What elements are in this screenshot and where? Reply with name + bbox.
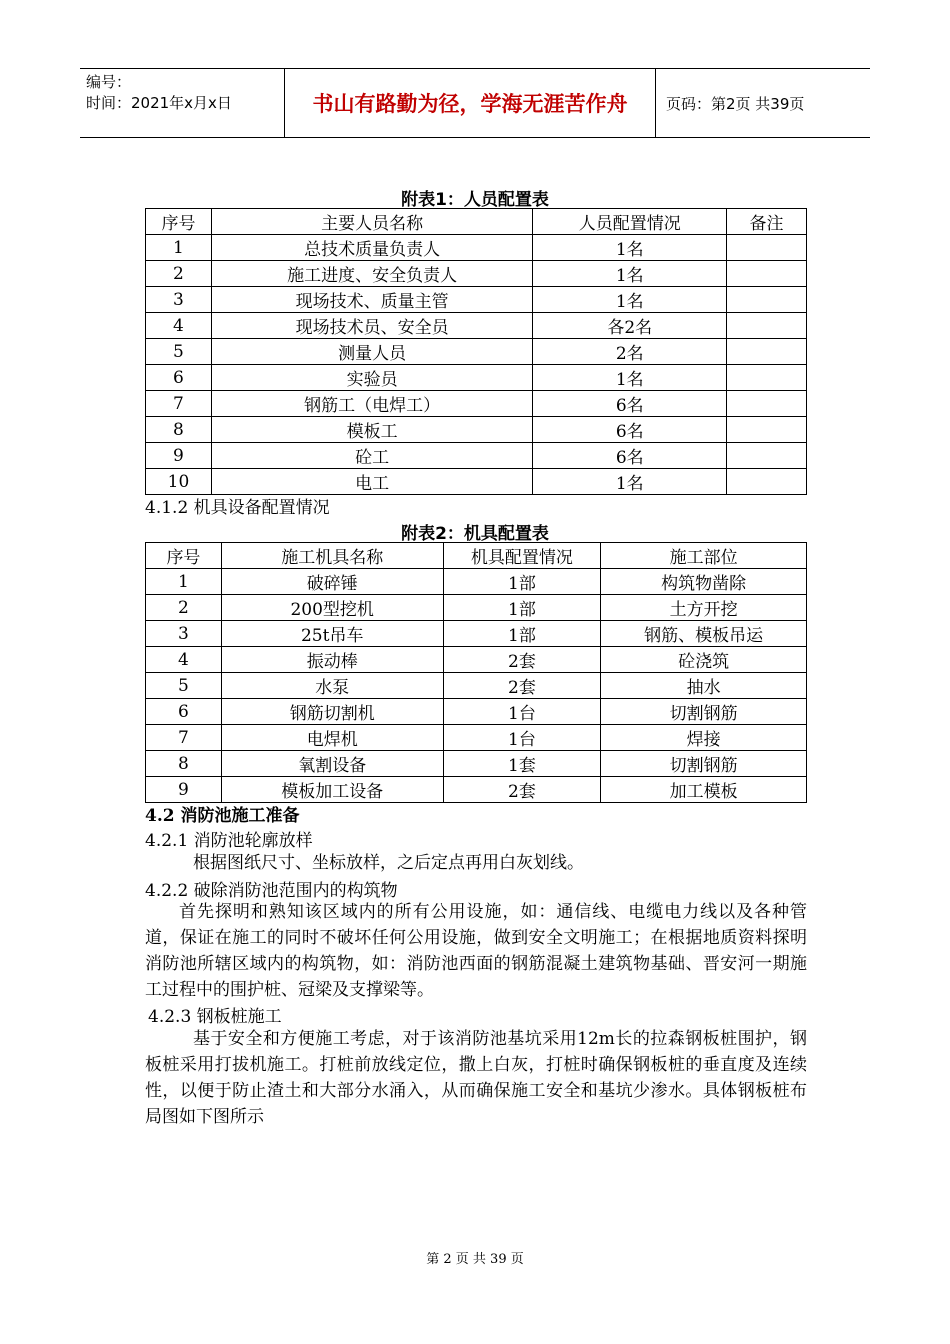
table-cell	[727, 365, 807, 391]
table-cell: 6名	[533, 417, 727, 443]
table-row	[146, 595, 807, 621]
table-cell: 1台	[443, 699, 601, 725]
table-row	[146, 287, 807, 313]
paragraph-421: 根据图纸尺寸、坐标放样，之后定点再用白灰划线。	[193, 853, 584, 873]
table-cell: 2套	[443, 777, 601, 803]
table-row	[146, 569, 807, 595]
table-cell: 2套	[443, 647, 601, 673]
paragraph-423: 基于安全和方便施工考虑，对于该消防池基坑采用12m长的拉森钢板桩围护，钢板桩采用打拔机施工。打桩前放线定位，撒上白灰，打桩时确保钢板桩的垂直度及连续性，以便于防止渣土和大部分水涌入，从而确保施工安全和基坑少渗水。具体钢板桩布局图如下图所示	[145, 1029, 807, 1127]
table-row	[146, 751, 807, 777]
table-row	[146, 391, 807, 417]
table-cell: 10	[146, 469, 212, 495]
page-footer: 第 2 页 共 39 页	[426, 1252, 524, 1267]
table-cell: 6	[146, 699, 222, 725]
table-cell: 现场技术、质量主管	[211, 287, 532, 313]
table-cell: 2套	[443, 673, 601, 699]
table-cell: 电工	[211, 469, 532, 495]
table-cell: 切割钢筋	[601, 699, 807, 725]
table-header-row	[146, 209, 807, 235]
table-cell: 3	[146, 287, 212, 313]
table-cell: 9	[146, 777, 222, 803]
table-cell: 模板加工设备	[221, 777, 443, 803]
table-cell: 水泵	[221, 673, 443, 699]
table-cell: 钢筋切割机	[221, 699, 443, 725]
table-cell	[727, 287, 807, 313]
section-42-heading: 4.2 消防池施工准备	[145, 806, 300, 826]
table-cell: 1名	[533, 235, 727, 261]
table-cell: 总技术质量负责人	[211, 235, 532, 261]
table-cell: 砼工	[211, 443, 532, 469]
table-cell: 8	[146, 417, 212, 443]
table-cell: 钢筋、模板吊运	[601, 621, 807, 647]
table-cell: 9	[146, 443, 212, 469]
table-cell	[727, 339, 807, 365]
column-header: 机具配置情况	[443, 543, 601, 569]
table-cell: 砼浇筑	[601, 647, 807, 673]
table-row	[146, 621, 807, 647]
table-cell	[727, 417, 807, 443]
table-cell: 模板工	[211, 417, 532, 443]
table-cell: 3	[146, 621, 222, 647]
table-row	[146, 699, 807, 725]
table-cell: 氧割设备	[221, 751, 443, 777]
column-header: 施工机具名称	[221, 543, 443, 569]
table-cell: 4	[146, 313, 212, 339]
table-cell: 7	[146, 725, 222, 751]
table-row	[146, 647, 807, 673]
paragraph-422: 首先探明和熟知该区域内的所有公用设施，如：通信线、电缆电力线以及各种管道，保证在施工的同时不破坏任何公用设施，做到安全文明施工；在根据地质资料探明消防池所辖区域内的构筑物，如：消防池西面的钢筋混凝土建筑物基础、晋安河一期施工过程中的围护桩、冠梁及支撑梁等。	[145, 902, 807, 1000]
table-cell: 电焊机	[221, 725, 443, 751]
table-row	[146, 417, 807, 443]
table-cell: 1部	[443, 595, 601, 621]
section-422-heading: 4.2.2 破除消防池范围内的构筑物	[145, 881, 398, 901]
column-header: 主要人员名称	[211, 209, 532, 235]
table-cell: 1台	[443, 725, 601, 751]
column-header: 施工部位	[601, 543, 807, 569]
personnel-table	[145, 208, 807, 495]
table-row	[146, 261, 807, 287]
table-cell: 抽水	[601, 673, 807, 699]
table-cell	[727, 261, 807, 287]
table-cell	[727, 313, 807, 339]
table-cell: 构筑物凿除	[601, 569, 807, 595]
table-cell: 1名	[533, 469, 727, 495]
table-cell: 现场技术员、安全员	[211, 313, 532, 339]
table-cell: 2名	[533, 339, 727, 365]
table-cell	[727, 469, 807, 495]
table-cell: 25t吊车	[221, 621, 443, 647]
table-row	[146, 339, 807, 365]
table-cell	[727, 391, 807, 417]
table-cell: 测量人员	[211, 339, 532, 365]
table-cell: 加工模板	[601, 777, 807, 803]
table-row	[146, 235, 807, 261]
table-cell	[727, 443, 807, 469]
table-cell: 8	[146, 751, 222, 777]
table-cell: 实验员	[211, 365, 532, 391]
table-row	[146, 365, 807, 391]
column-header: 备注	[727, 209, 807, 235]
table-cell: 1名	[533, 261, 727, 287]
equipment-table	[145, 542, 807, 803]
header-page-info: 页码：第2页 共39页	[666, 94, 805, 113]
table-cell: 切割钢筋	[601, 751, 807, 777]
table-cell: 1部	[443, 621, 601, 647]
table-cell: 5	[146, 339, 212, 365]
table-header-row	[146, 543, 807, 569]
section-412-heading: 4.1.2 机具设备配置情况	[145, 498, 330, 518]
table1-caption: 附表1：人员配置表	[401, 190, 549, 210]
column-header: 人员配置情况	[533, 209, 727, 235]
time-label: 时间：2021年x月x日	[86, 94, 232, 112]
table-row	[146, 777, 807, 803]
table-cell: 钢筋工（电焊工）	[211, 391, 532, 417]
section-421-heading: 4.2.1 消防池轮廓放样	[145, 831, 313, 851]
table-cell: 2	[146, 595, 222, 621]
table-cell	[727, 235, 807, 261]
table-cell: 7	[146, 391, 212, 417]
table-cell: 1名	[533, 287, 727, 313]
table-cell: 6名	[533, 443, 727, 469]
column-header: 序号	[146, 209, 212, 235]
table-row	[146, 469, 807, 495]
table-row	[146, 725, 807, 751]
section-423-heading: 4.2.3 钢板桩施工	[148, 1007, 282, 1027]
table-row	[146, 443, 807, 469]
column-header: 序号	[146, 543, 222, 569]
table-cell: 振动棒	[221, 647, 443, 673]
table-cell: 施工进度、安全负责人	[211, 261, 532, 287]
number-label: 编号：	[86, 73, 132, 91]
table-cell: 2	[146, 261, 212, 287]
table-cell: 4	[146, 647, 222, 673]
table-cell: 焊接	[601, 725, 807, 751]
table-cell: 6名	[533, 391, 727, 417]
table-cell: 土方开挖	[601, 595, 807, 621]
table-row	[146, 673, 807, 699]
table-cell: 200型挖机	[221, 595, 443, 621]
table-row	[146, 313, 807, 339]
table-cell: 6	[146, 365, 212, 391]
table-cell: 1	[146, 569, 222, 595]
table-cell: 1套	[443, 751, 601, 777]
table-cell: 5	[146, 673, 222, 699]
table-cell: 1	[146, 235, 212, 261]
table-cell: 破碎锤	[221, 569, 443, 595]
table-cell: 各2名	[533, 313, 727, 339]
table-cell: 1名	[533, 365, 727, 391]
header-motto: 书山有路勤为径，学海无涯苦作舟	[284, 69, 656, 137]
table2-caption: 附表2：机具配置表	[401, 524, 549, 544]
table-cell: 1部	[443, 569, 601, 595]
page-header	[80, 68, 870, 138]
header-meta	[80, 69, 284, 137]
